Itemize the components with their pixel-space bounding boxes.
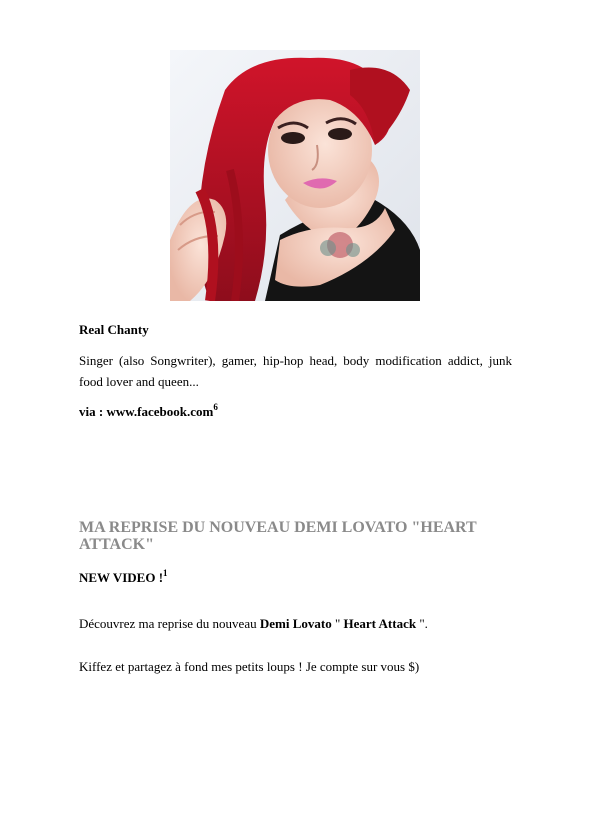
share-paragraph: Kiffez et partagez à fond mes petits loups ! Je compte sur vous $) [79, 659, 420, 674]
footnote-marker: 1 [163, 568, 168, 578]
discover-prefix: Découvrez ma reprise du nouveau [79, 616, 260, 631]
post-title: MA REPRISE DU NOUVEAU DEMI LOVATO "HEART ATTACK" [79, 519, 477, 553]
new-video-heading [79, 570, 168, 586]
profile-photo [170, 50, 420, 301]
discover-quote: " [331, 616, 344, 631]
source-link[interactable] [79, 404, 218, 420]
source-link-label[interactable]: via : www.facebook.com [79, 404, 214, 419]
new-video-label: NEW VIDEO ! [79, 570, 164, 585]
profile-name: Real Chanty [79, 322, 149, 337]
artist-name: Demi Lovato [259, 616, 332, 631]
discover-suffix: ". [416, 616, 428, 631]
song-title: Heart Attack [343, 616, 417, 631]
discover-paragraph [79, 616, 428, 632]
profile-bio: Singer (also Songwriter), gamer, hip-hop head, body modification addict, junk food lover and queen... [79, 353, 512, 389]
footnote-marker: 6 [213, 402, 218, 412]
